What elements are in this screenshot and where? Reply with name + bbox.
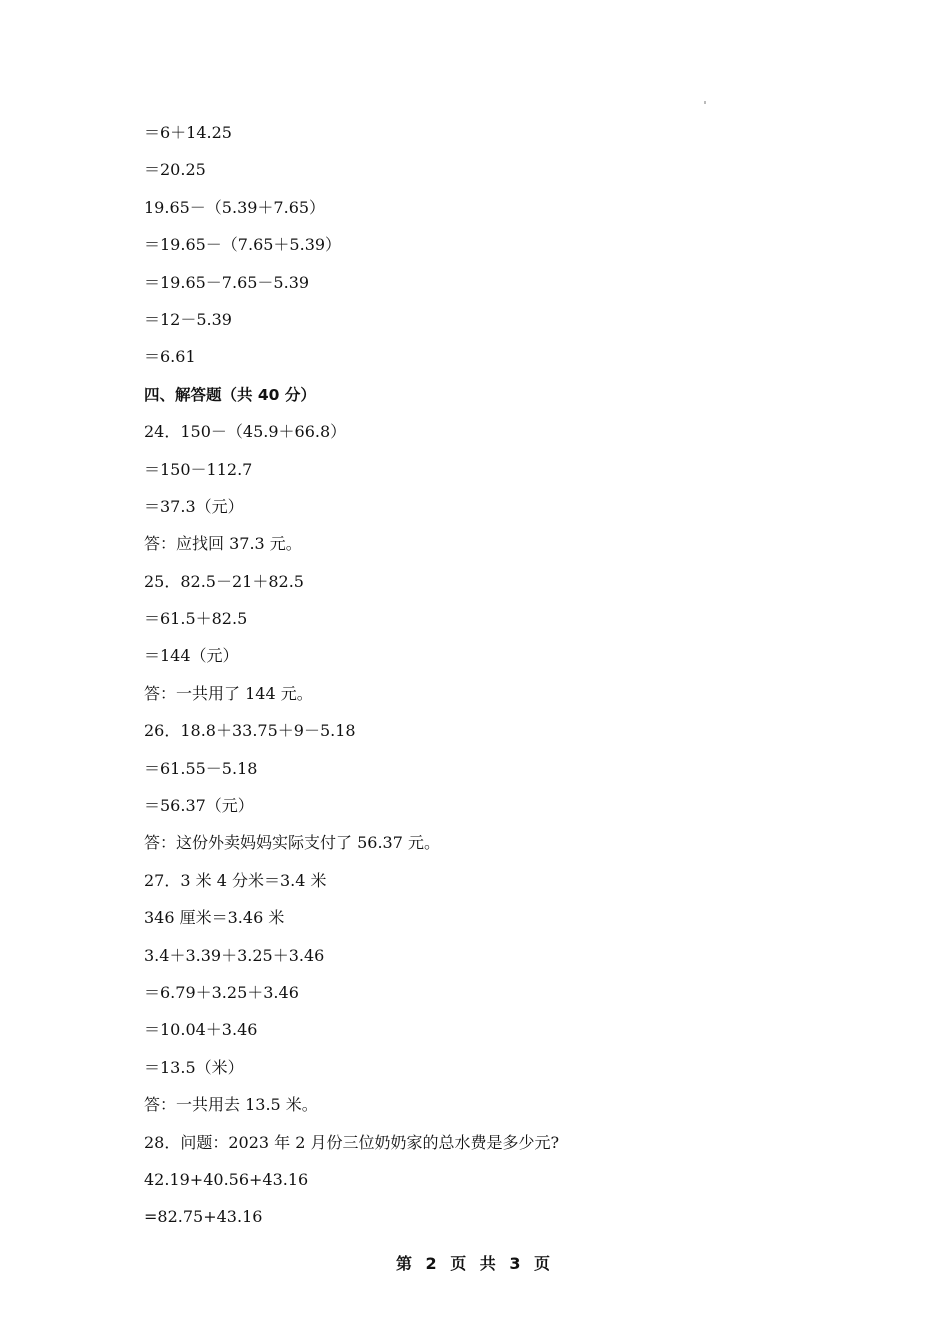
solution-line: 27．3 米 4 分米＝3.4 米 (144, 870, 327, 890)
section-heading: 四、解答题（共 40 分） (144, 385, 316, 404)
solution-line: ＝19.65－7.65－5.39 (144, 272, 310, 292)
solution-line: 答：应找回 37.3 元。 (144, 534, 302, 554)
solution-line: ＝6.79＋3.25＋3.46 (144, 982, 299, 1002)
solution-line: 答：一共用了 144 元。 (144, 683, 313, 703)
solution-line: ＝12－5.39 (144, 309, 232, 329)
solution-line: ＝19.65－（7.65＋5.39） (144, 235, 342, 255)
solution-line: ＝150－112.7 (144, 459, 253, 479)
solution-line: ＝10.04＋3.46 (144, 1020, 258, 1040)
solution-line: ＝144（元） (144, 646, 239, 666)
solution-line: ＝37.3（元） (144, 496, 244, 516)
solution-line: ＝6.61 (144, 347, 196, 367)
solution-line: 19.65－（5.39＋7.65） (144, 197, 326, 217)
solution-line: ＝20.25 (144, 160, 206, 180)
page-footer: 第 2 页 共 3 页 (395, 1254, 555, 1273)
solution-line: 答：这份外卖妈妈实际支付了 56.37 元。 (144, 833, 440, 853)
solution-line: 28．问题：2023 年 2 月份三位奶奶家的总水费是多少元? (144, 1132, 560, 1152)
solution-line: ＝56.37（元） (144, 796, 254, 816)
solution-line: ＝6＋14.25 (144, 123, 232, 142)
solution-line: 答：一共用去 13.5 米。 (144, 1095, 318, 1115)
solution-line: ＝61.5＋82.5 (144, 609, 248, 629)
solution-line: ＝61.55－5.18 (144, 758, 258, 778)
solution-line: 25．82.5－21＋82.5 (144, 571, 304, 591)
solution-line: =82.75+43.16 (144, 1207, 263, 1227)
scan-dot-mark (704, 101, 706, 104)
solution-line: 3.4＋3.39＋3.25＋3.46 (144, 945, 325, 965)
solution-line: 42.19+40.56+43.16 (144, 1169, 309, 1189)
solution-lines (144, 122, 844, 1244)
solution-line: 26．18.8＋33.75＋9－5.18 (144, 721, 356, 741)
solution-line: ＝13.5（米） (144, 1057, 244, 1077)
solution-line: 346 厘米＝3.46 米 (144, 908, 285, 928)
solution-line: 24．150－（45.9＋66.8） (144, 422, 347, 442)
